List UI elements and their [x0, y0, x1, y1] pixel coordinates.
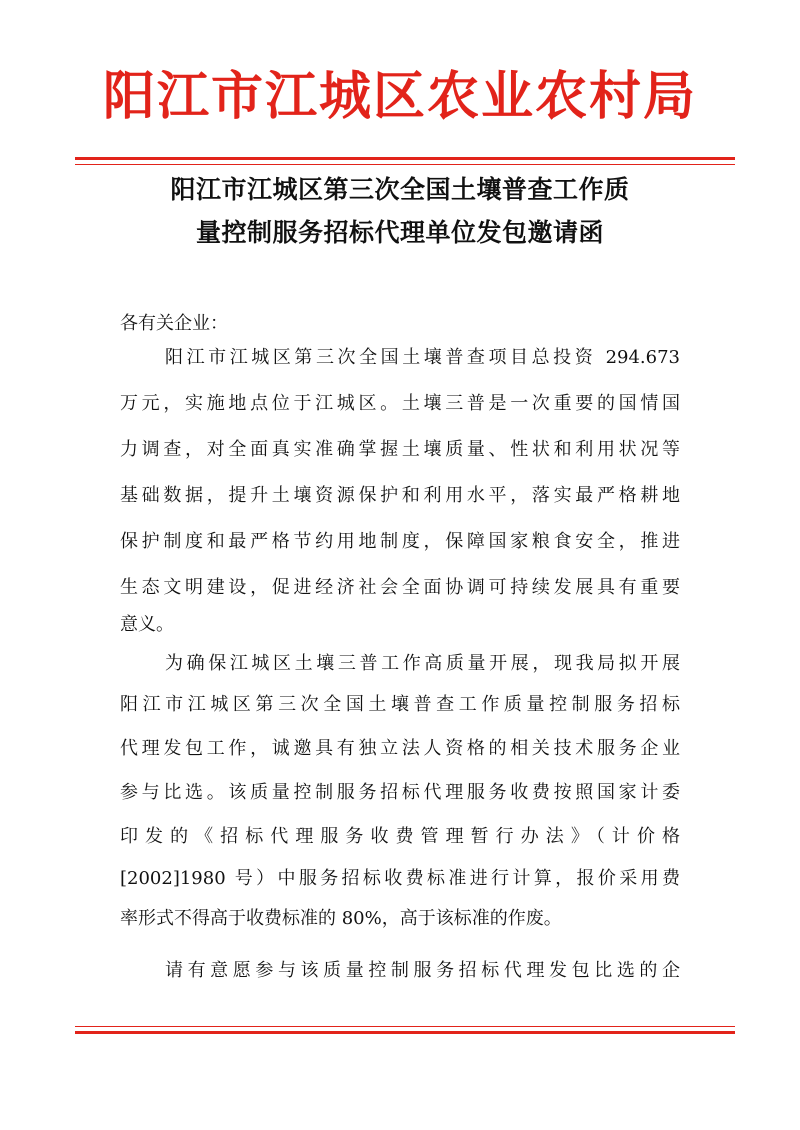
- paragraph-2-line-2: 阳江市江城区第三次全国土壤普查工作质量控制服务招标: [120, 694, 680, 715]
- document-title-line-1: 阳江市江城区第三次全国土壤普查工作质: [170, 175, 630, 204]
- paragraph-1-line-6: 生态文明建设，促进经济社会全面协调可持续发展具有重要: [120, 577, 680, 598]
- paragraph-1-line-1: 阳江市江城区第三次全国土壤普查项目总投资 294.673: [165, 347, 680, 368]
- paragraph-2-line-3: 代理发包工作，诚邀具有独立法人资格的相关技术服务企业: [120, 738, 680, 759]
- paragraph-1-line-2: 万元，实施地点位于江城区。土壤三普是一次重要的国情国: [120, 393, 680, 414]
- salutation: 各有关企业：: [120, 313, 228, 334]
- paragraph-1-line-4: 基础数据，提升土壤资源保护和利用水平，落实最严格耕地: [120, 485, 680, 506]
- paragraph-2-line-4: 参与比选。该质量控制服务招标代理服务收费按照国家计委: [120, 782, 680, 803]
- letterhead-rule-thin: [75, 164, 735, 165]
- paragraph-3-line-1: 请有意愿参与该质量控制服务招标代理发包比选的企: [165, 960, 680, 981]
- footer-rule-thin: [75, 1026, 735, 1027]
- footer-rule-thick: [75, 1031, 735, 1034]
- paragraph-2-line-1: 为确保江城区土壤三普工作高质量开展，现我局拟开展: [165, 653, 680, 674]
- document-title-line-2: 量控制服务招标代理单位发包邀请函: [195, 218, 604, 247]
- letterhead-rule-thick: [75, 157, 735, 160]
- paragraph-1-line-3: 力调查，对全面真实准确掌握土壤质量、性状和利用状况等: [120, 439, 680, 460]
- letterhead-org-name: 阳江市江城区农业农村局: [102, 66, 697, 127]
- paragraph-1-line-7: 意义。: [120, 614, 174, 635]
- paragraph-2-line-7: 率形式不得高于收费标准的 80%，高于该标准的作废。: [120, 908, 562, 929]
- paragraph-2-line-5: 印发的《招标代理服务收费管理暂行办法》（计价格: [120, 826, 680, 847]
- paragraph-1-line-5: 保护制度和最严格节约用地制度，保障国家粮食安全，推进: [120, 531, 680, 552]
- paragraph-2-line-6: [2002]1980 号）中服务招标收费标准进行计算，报价采用费: [120, 868, 680, 889]
